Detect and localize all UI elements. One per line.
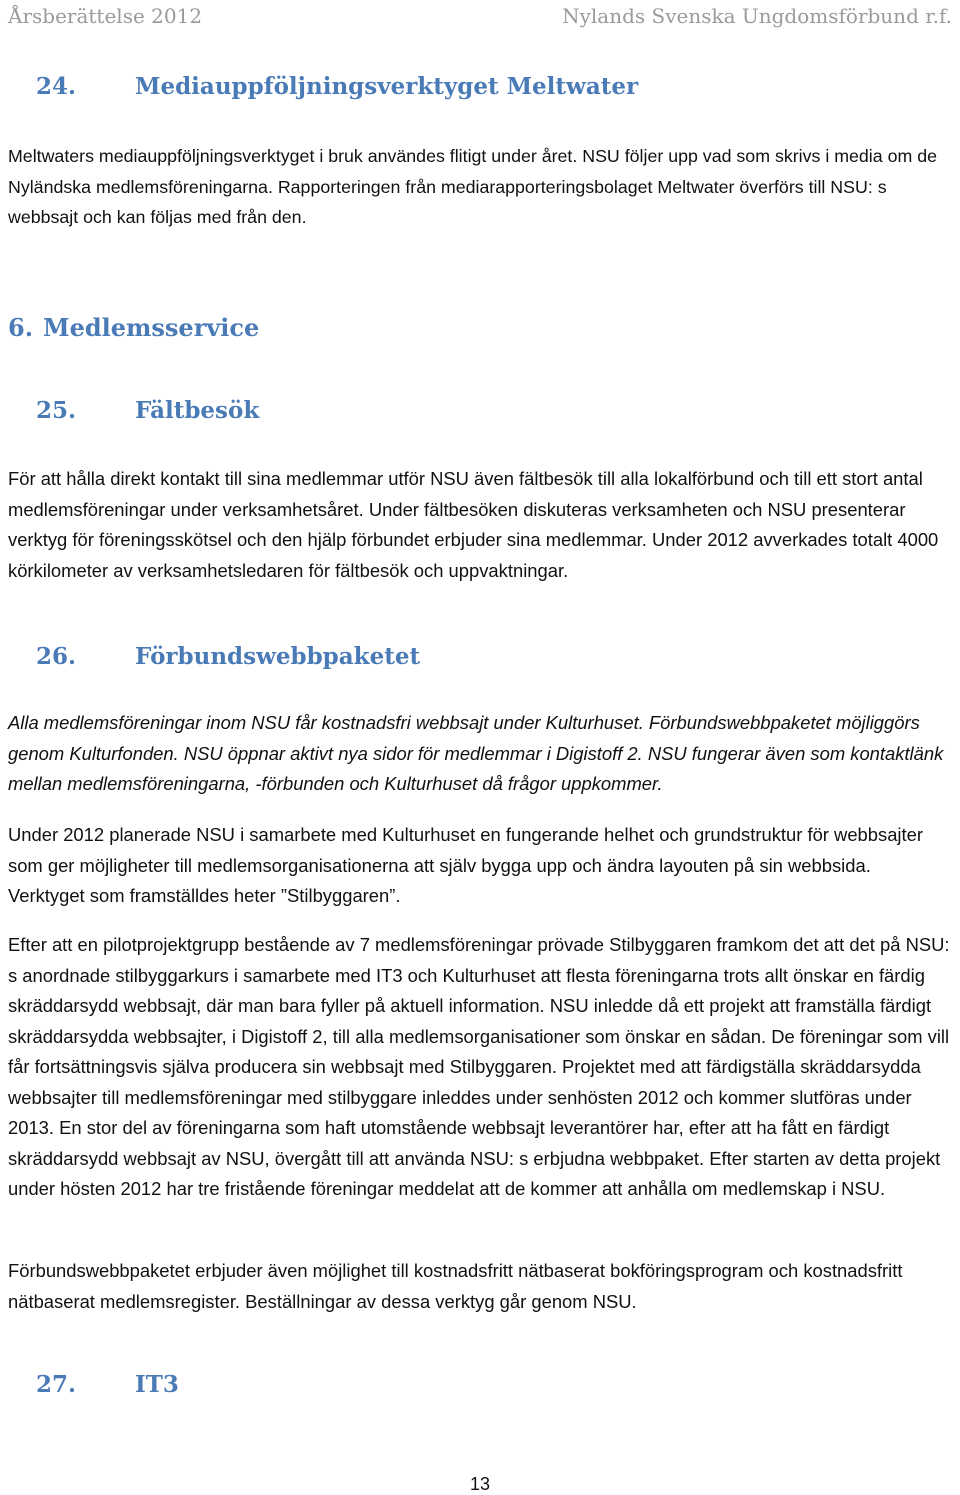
section-25-title: Fältbesök bbox=[135, 397, 260, 424]
section-26-number: 26. bbox=[36, 643, 77, 670]
header-report-title: Årsberättelse 2012 bbox=[8, 4, 203, 28]
section-26-paragraph-intro: Alla medlemsföreningar inom NSU får kostnadsfri webbsajt under Kulturhuset. Förbundswebbpaketet möjliggörs genom Kulturfonden. NSU öppnar aktivt nya sidor för medlemmar i Digistoff 2. NSU fungerar även som kontaktlänk mellan medlemsföreningarna, -förbunden och Kulturhuset då frågor uppkommer. bbox=[8, 712, 944, 794]
section-24-paragraph: Meltwaters mediauppföljningsverktyget i bruk användes flitigt under året. NSU följer upp vad som skrivs i media om de Nyländska medlemsföreningarna. Rapporteringen från mediarapporteringsbolaget Meltwater överförs till NSU: s webbsajt och kan följas med från den. bbox=[8, 146, 938, 228]
section-24-title: Mediauppföljningsverktyget Meltwater bbox=[135, 73, 639, 100]
section-25-paragraph: För att hålla direkt kontakt till sina medlemmar utför NSU även fältbesök till alla lokalförbund och till ett stort antal medlemsföreningar under verksamhetsåret. Under fältbesöken diskuteras verksamheten och NSU presenterar verktyg för föreningsskötsel och den hjälp förbundet erbjuder sina medlemmar. Under 2012 avverkades totalt 4000 körkilometer av verksamhetsledaren för fältbesök och uppvaktningar. bbox=[8, 468, 939, 581]
section-24-number: 24. bbox=[36, 73, 77, 100]
section-27-number: 27. bbox=[36, 1371, 77, 1398]
section-27-title: IT3 bbox=[135, 1371, 179, 1398]
section-26-paragraph-stilbyggaren: Under 2012 planerade NSU i samarbete med Kulturhuset en fungerande helhet och grundstruktur för webbsajter som ger möjligheter till medlemsorganisationerna att själv bygga upp och ändra layouten på sin webbsida. Verktyget som framställdes heter ”Stilbyggaren”. bbox=[8, 824, 923, 906]
page-header bbox=[8, 2, 952, 34]
chapter-6-number: 6. bbox=[8, 313, 34, 342]
section-26-paragraph-tools: Förbundswebbpaketet erbjuder även möjlighet till kostnadsfritt nätbaserat bokföringsprogram och kostnadsfritt nätbaserat medlemsregister. Beställningar av dessa verktyg går genom NSU. bbox=[8, 1260, 903, 1312]
section-25-number: 25. bbox=[36, 397, 77, 424]
chapter-6-title: Medlemsservice bbox=[43, 313, 260, 342]
page-number: 13 bbox=[469, 1474, 491, 1494]
section-26-title: Förbundswebbpaketet bbox=[135, 643, 421, 670]
section-26-paragraph-project: Efter att en pilotprojektgrupp bestående av 7 medlemsföreningar prövade Stilbyggaren framkom det att det på NSU: s anordnade stilbyggarkurs i samarbete med IT3 och Kulturhuset att flesta föreningarna trots allt önskar en färdig skräddarsydd webbsajt, där man bara fyller på aktuell information. NSU inledde då ett projekt att framställa färdigt skräddarsydda webbsajter, i Digistoff 2, till alla medlemsorganisationer som önskar en sådan. De föreningar som vill får fortsättningsvis själva producera sin webbsajt med Stilbyggaren. Projektet med att färdigställa skräddarsydda webbsajter till medlemsföreningar med stilbyggare inleddes under senhösten 2012 och kommer slutföras under 2013. En stor del av föreningarna som haft utomstående webbsajt leverantörer har, efter att ha fått en färdigt skräddarsydd webbsajt av NSU, övergått till att använda NSU: s erbjudna webbpaket. Efter starten av detta projekt under hösten 2012 har tre fristående föreningar meddelat att de kommer att anhålla om medlemskap i NSU. bbox=[8, 934, 950, 1199]
header-organization: Nylands Svenska Ungdomsförbund r.f. bbox=[562, 4, 952, 28]
